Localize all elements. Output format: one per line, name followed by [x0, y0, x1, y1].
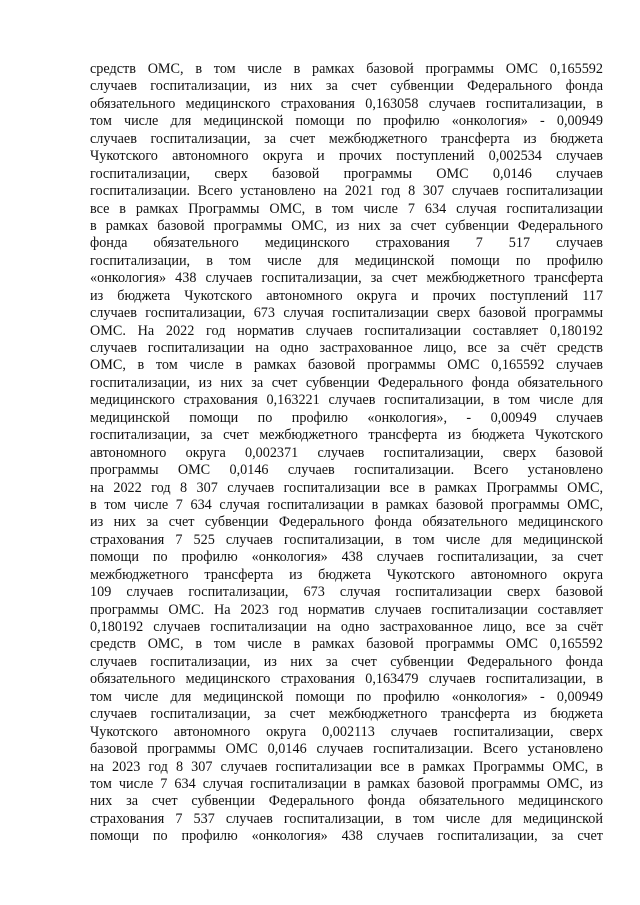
text-line: страхования 7 537 случаев госпитализации, в том числе для медицинской [90, 810, 603, 827]
text-line: медицинского страхования 0,163221 случаев госпитализации, в том числе для [90, 392, 603, 409]
text-line: 0,180192 случаев госпитализации на одно застрахованное лицо, все за счёт [90, 619, 603, 635]
text-line: случаев госпитализации, 673 случая госпитализации сверх базовой программы [90, 305, 603, 322]
text-line: обязательного медицинского страхования 0,163058 случаев госпитализации, в [90, 95, 603, 112]
text-line: все в рамках Программы ОМС, в том числе 7 634 случая госпитализации [90, 200, 603, 217]
text-line: Чукотского автономного округа и прочих поступлений 0,002534 случаев [90, 148, 603, 165]
text-line: том числе для медицинской помощи по профилю «онкология» - 0,00949 [90, 688, 603, 705]
text-line: случаев госпитализации, из них за счет субвенции Федерального фонда [90, 78, 603, 95]
text-line: случаев госпитализации, за счет межбюджетного трансферта из бюджета [90, 130, 603, 147]
text-line: обязательного медицинского страхования 0,163479 случаев госпитализации, в [90, 671, 603, 688]
text-line: ОМС. На 2022 год норматив случаев госпитализации составляет 0,180192 [90, 322, 603, 339]
text-line: госпитализации. Всего установлено на 2021 год 8 307 случаев госпитализации [90, 183, 603, 200]
text-line: в рамках базовой программы ОМС, из них за счет субвенции Федерального [90, 217, 603, 234]
text-line: помощи по профилю «онкология» 438 случаев госпитализации, за счет [90, 828, 603, 845]
text-line: на 2022 год 8 307 случаев госпитализации все в рамках Программы ОМС, [90, 479, 603, 496]
text-line: 109 случаев госпитализации, 673 случая госпитализации сверх базовой [90, 584, 603, 601]
text-line: госпитализации, сверх базовой программы ОМС 0,0146 случаев [90, 165, 603, 182]
text-line: них за счет субвенции Федерального фонда обязательного медицинского [90, 793, 603, 810]
text-line: из них за счет субвенции Федерального фонда обязательного медицинского [90, 514, 603, 531]
text-line: межбюджетного трансферта из бюджета Чукотского автономного округа [90, 566, 603, 583]
text-line: из бюджета Чукотского автономного округа и прочих поступлений 117 [90, 287, 603, 304]
text-line: фонда обязательного медицинского страхования 7 517 случаев [90, 235, 603, 252]
text-line: медицинской помощи по профилю «онкология», - 0,00949 случаев [90, 409, 603, 426]
text-line: случаев госпитализации, из них за счет субвенции Федерального фонда [90, 653, 603, 670]
text-line: средств ОМС, в том числе в рамках базовой программы ОМС 0,165592 [90, 61, 603, 77]
text-line: программы ОМС 0,0146 случаев госпитализации. Всего установлено [90, 462, 603, 479]
text-line: помощи по профилю «онкология» 438 случаев госпитализации, за счет [90, 549, 603, 566]
text-line: Чукотского автономного округа 0,002113 случаев госпитализации, сверх [90, 723, 603, 740]
text-line: госпитализации, из них за счет субвенции Федерального фонда обязательного [90, 374, 603, 391]
text-line: страхования 7 525 случаев госпитализации, в том числе для медицинской [90, 531, 603, 548]
text-line: автономного округа 0,002371 случаев госпитализации, сверх базовой [90, 444, 603, 461]
body-paragraph [90, 61, 603, 846]
text-line: «онкология» 438 случаев госпитализации, за счет межбюджетного трансферта [90, 270, 603, 287]
text-line: случаев госпитализации, за счет межбюджетного трансферта из бюджета [90, 706, 603, 723]
text-line: программы ОМС. На 2023 год норматив случаев госпитализации составляет [90, 601, 603, 618]
text-line: госпитализации, в том числе для медицинской помощи по профилю [90, 252, 603, 269]
text-line: случаев госпитализации на одно застрахованное лицо, все за счёт средств [90, 340, 603, 356]
text-line: в том числе 7 634 случая госпитализации в рамках базовой программы ОМС, [90, 496, 603, 513]
text-line: на 2023 год 8 307 случаев госпитализации все в рамках Программы ОМС, в [90, 758, 603, 775]
text-line: том числе для медицинской помощи по профилю «онкология» - 0,00949 [90, 113, 603, 130]
text-line: том числе 7 634 случая госпитализации в рамках базовой программы ОМС, из [90, 775, 603, 792]
text-line: базовой программы ОМС 0,0146 случаев госпитализации. Всего установлено [90, 741, 603, 758]
text-line: ОМС, в том числе в рамках базовой программы ОМС 0,165592 случаев [90, 357, 603, 374]
text-line: госпитализации, за счет межбюджетного трансферта из бюджета Чукотского [90, 427, 603, 444]
text-line: средств ОМС, в том числе в рамках базовой программы ОМС 0,165592 [90, 636, 603, 653]
